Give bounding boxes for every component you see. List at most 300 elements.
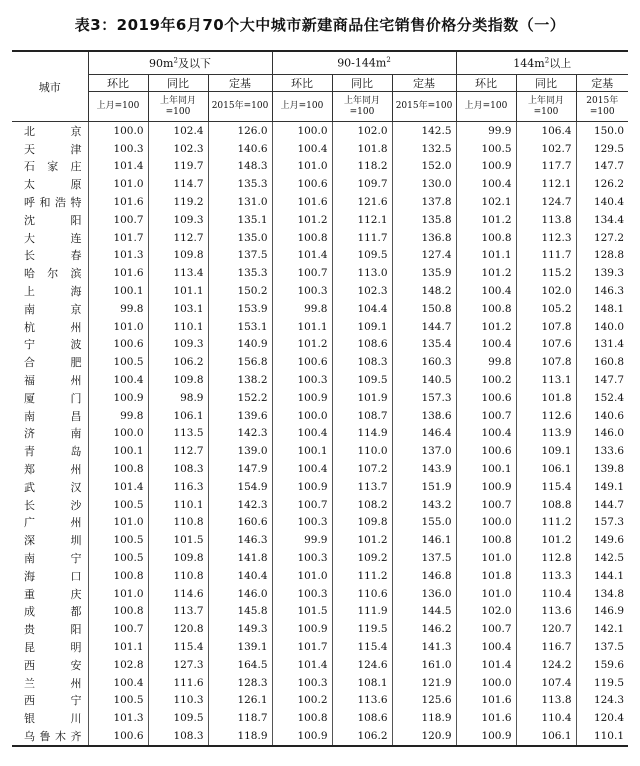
index-value: 108.1 [332,674,392,692]
index-value: 102.0 [456,603,516,621]
index-value: 100.5 [88,496,148,514]
table-row [12,531,628,549]
index-value: 99.8 [88,300,148,318]
index-value: 101.5 [272,603,332,621]
index-value: 100.3 [88,140,148,158]
index-value: 140.9 [208,336,272,354]
index-value: 101.6 [88,264,148,282]
mom-header: 环比 [272,75,332,92]
index-value: 138.2 [208,371,272,389]
city-name: 海口 [12,567,88,585]
index-value: 107.8 [516,353,576,371]
index-value: 134.4 [576,211,628,229]
index-value: 140.6 [576,407,628,425]
city-name: 北京 [12,122,88,140]
city-name: 沈阳 [12,211,88,229]
index-value: 100.5 [88,353,148,371]
index-value: 139.8 [576,460,628,478]
index-value: 113.1 [516,371,576,389]
table-row [12,389,628,407]
city-name: 深圳 [12,531,88,549]
city-name: 合肥 [12,353,88,371]
index-value: 113.4 [148,264,208,282]
index-value: 102.3 [148,140,208,158]
index-value: 101.0 [272,567,332,585]
index-value: 103.1 [148,300,208,318]
index-value: 111.9 [332,603,392,621]
index-value: 100.0 [88,425,148,443]
index-value: 146.1 [392,531,456,549]
index-value: 119.5 [576,674,628,692]
table-row [12,247,628,265]
index-value: 110.8 [148,567,208,585]
table-row [12,158,628,176]
index-value: 142.3 [208,496,272,514]
index-value: 113.8 [516,692,576,710]
fixed-base: 2015年=100 [208,92,272,122]
index-value: 152.0 [392,158,456,176]
index-value: 127.3 [148,656,208,674]
index-value: 110.6 [332,585,392,603]
index-value: 100.6 [456,389,516,407]
index-value: 109.8 [332,514,392,532]
index-value: 160.6 [208,514,272,532]
index-value: 98.9 [148,389,208,407]
index-value: 101.1 [272,318,332,336]
index-value: 100.8 [456,300,516,318]
index-value: 160.8 [576,353,628,371]
index-value: 100.3 [272,514,332,532]
index-value: 106.4 [516,122,576,140]
yoy-base: 上年同月=100 [516,92,576,122]
index-value: 108.7 [332,407,392,425]
index-value: 146.0 [208,585,272,603]
index-value: 120.7 [516,620,576,638]
index-value: 100.5 [456,140,516,158]
city-name: 长春 [12,247,88,265]
table-row [12,407,628,425]
index-value: 107.8 [516,318,576,336]
table-body [12,122,628,746]
index-value: 118.9 [208,727,272,746]
index-value: 118.9 [392,709,456,727]
group-header-medium: $90-144m^2$ [272,51,456,75]
index-value: 160.3 [392,353,456,371]
index-value: 149.6 [576,531,628,549]
city-name: 宁波 [12,336,88,354]
city-name: 上海 [12,282,88,300]
index-value: 137.5 [208,247,272,265]
index-value: 101.0 [272,158,332,176]
index-value: 110.4 [516,709,576,727]
index-value: 100.9 [272,478,332,496]
index-value: 113.7 [148,603,208,621]
index-value: 107.6 [516,336,576,354]
index-value: 135.4 [392,336,456,354]
city-name: 广州 [12,514,88,532]
index-value: 106.2 [332,727,392,746]
table-row [12,282,628,300]
index-value: 100.9 [88,389,148,407]
index-value: 100.4 [456,638,516,656]
table-row [12,585,628,603]
index-value: 142.1 [576,620,628,638]
index-value: 100.8 [272,229,332,247]
fixed-base-header: 定基 [576,75,628,92]
index-value: 101.2 [332,531,392,549]
index-value: 115.2 [516,264,576,282]
index-value: 100.0 [456,674,516,692]
table-row [12,318,628,336]
index-value: 101.8 [332,140,392,158]
city-name: 西安 [12,656,88,674]
index-value: 105.2 [516,300,576,318]
index-value: 100.9 [272,389,332,407]
index-value: 106.1 [516,727,576,746]
index-value: 100.4 [272,425,332,443]
index-value: 100.7 [456,496,516,514]
index-value: 102.0 [332,122,392,140]
index-value: 100.3 [272,549,332,567]
index-value: 111.2 [516,514,576,532]
index-value: 100.3 [272,282,332,300]
yoy-header: 同比 [516,75,576,92]
index-value: 106.1 [148,407,208,425]
index-value: 101.7 [88,229,148,247]
index-value: 110.1 [148,496,208,514]
index-value: 137.5 [392,549,456,567]
index-value: 100.8 [88,567,148,585]
mom-base: 上月=100 [456,92,516,122]
index-value: 109.8 [148,549,208,567]
index-value: 112.1 [516,175,576,193]
index-value: 155.0 [392,514,456,532]
city-name: 重庆 [12,585,88,603]
mom-header: 环比 [88,75,148,92]
index-value: 136.0 [392,585,456,603]
index-value: 113.3 [516,567,576,585]
index-value: 113.5 [148,425,208,443]
index-value: 100.4 [272,460,332,478]
index-value: 101.4 [272,656,332,674]
index-value: 118.7 [208,709,272,727]
index-value: 101.4 [88,158,148,176]
index-value: 135.9 [392,264,456,282]
index-value: 110.4 [516,585,576,603]
index-value: 100.0 [272,122,332,140]
table-row [12,353,628,371]
index-value: 159.6 [576,656,628,674]
table-row [12,211,628,229]
yoy-base: 上年同月=100 [148,92,208,122]
index-value: 137.0 [392,442,456,460]
city-name: 郑州 [12,460,88,478]
index-value: 101.4 [272,247,332,265]
index-value: 109.3 [148,336,208,354]
city-name: 南京 [12,300,88,318]
index-value: 100.5 [88,531,148,549]
table-row [12,193,628,211]
yoy-base: 上年同月=100 [332,92,392,122]
table-row [12,496,628,514]
index-value: 101.1 [88,638,148,656]
index-value: 150.0 [576,122,628,140]
index-value: 100.2 [272,692,332,710]
index-value: 100.7 [456,620,516,638]
header-row-types [12,75,628,92]
index-value: 125.6 [392,692,456,710]
index-value: 100.4 [88,674,148,692]
index-value: 116.7 [516,638,576,656]
index-value: 137.5 [576,638,628,656]
index-value: 109.3 [148,211,208,229]
index-value: 101.0 [88,585,148,603]
index-value: 142.3 [208,425,272,443]
table-header [12,51,628,122]
fixed-base: 2015年=100 [576,92,628,122]
city-name: 济南 [12,425,88,443]
index-value: 164.5 [208,656,272,674]
index-value: 101.6 [456,692,516,710]
index-value: 100.8 [88,460,148,478]
mom-base: 上月=100 [272,92,332,122]
city-name: 西宁 [12,692,88,710]
city-name: 贵阳 [12,620,88,638]
index-value: 146.9 [576,603,628,621]
city-name: 天津 [12,140,88,158]
index-value: 101.1 [456,247,516,265]
index-value: 101.2 [456,211,516,229]
index-value: 112.7 [148,229,208,247]
index-value: 100.8 [272,709,332,727]
index-value: 100.4 [456,425,516,443]
index-value: 100.0 [456,514,516,532]
table-row [12,514,628,532]
index-value: 150.8 [392,300,456,318]
index-value: 101.7 [272,638,332,656]
index-value: 115.4 [148,638,208,656]
index-value: 100.1 [272,442,332,460]
index-value: 100.7 [272,496,332,514]
city-name: 哈尔滨 [12,264,88,282]
index-value: 109.5 [332,371,392,389]
index-value: 109.7 [332,175,392,193]
index-value: 100.4 [272,140,332,158]
index-value: 110.8 [148,514,208,532]
index-value: 101.6 [456,709,516,727]
index-value: 140.4 [208,567,272,585]
index-value: 101.5 [148,531,208,549]
city-name: 呼和浩特 [12,193,88,211]
index-value: 107.2 [332,460,392,478]
index-value: 147.7 [576,158,628,176]
index-value: 151.9 [392,478,456,496]
index-value: 152.4 [576,389,628,407]
index-value: 100.0 [88,122,148,140]
city-name: 兰州 [12,674,88,692]
index-value: 140.5 [392,371,456,389]
index-value: 126.1 [208,692,272,710]
index-value: 108.6 [332,709,392,727]
index-value: 142.5 [576,549,628,567]
index-value: 147.9 [208,460,272,478]
index-value: 110.1 [148,318,208,336]
group-header-large: $144m^2$以上 [456,51,628,75]
index-value: 139.3 [576,264,628,282]
table-row [12,638,628,656]
index-value: 102.7 [516,140,576,158]
table-row [12,300,628,318]
header-row-groups [12,51,628,75]
index-value: 157.3 [392,389,456,407]
city-name: 杭州 [12,318,88,336]
table-row [12,229,628,247]
index-value: 148.1 [576,300,628,318]
index-value: 108.8 [516,496,576,514]
table-row [12,264,628,282]
table-row [12,620,628,638]
index-value: 144.5 [392,603,456,621]
index-value: 114.9 [332,425,392,443]
table-row [12,460,628,478]
index-value: 135.8 [392,211,456,229]
index-value: 113.9 [516,425,576,443]
header-row-bases [12,92,628,122]
index-value: 147.7 [576,371,628,389]
index-value: 130.0 [392,175,456,193]
index-value: 100.7 [272,264,332,282]
index-value: 99.8 [456,353,516,371]
index-value: 157.3 [576,514,628,532]
index-value: 135.3 [208,175,272,193]
index-value: 142.5 [392,122,456,140]
city-name: 成都 [12,603,88,621]
index-value: 100.4 [456,336,516,354]
index-value: 119.7 [148,158,208,176]
index-value: 112.8 [516,549,576,567]
yoy-header: 同比 [148,75,208,92]
index-value: 110.3 [148,692,208,710]
index-value: 112.6 [516,407,576,425]
index-value: 115.4 [516,478,576,496]
index-value: 100.6 [88,336,148,354]
index-value: 100.9 [456,158,516,176]
index-value: 118.2 [332,158,392,176]
index-value: 135.0 [208,229,272,247]
index-value: 101.2 [272,336,332,354]
index-value: 127.2 [576,229,628,247]
index-value: 121.6 [332,193,392,211]
index-value: 100.8 [88,603,148,621]
index-value: 108.3 [332,353,392,371]
index-value: 109.8 [148,371,208,389]
index-value: 140.6 [208,140,272,158]
city-name: 南宁 [12,549,88,567]
index-value: 101.0 [456,549,516,567]
index-value: 102.8 [88,656,148,674]
index-value: 124.7 [516,193,576,211]
index-value: 140.0 [576,318,628,336]
index-value: 120.9 [392,727,456,746]
index-value: 117.7 [516,158,576,176]
index-value: 146.3 [576,282,628,300]
index-value: 99.9 [272,531,332,549]
index-value: 100.4 [456,175,516,193]
table-row [12,727,628,746]
index-value: 100.4 [88,371,148,389]
yoy-header: 同比 [332,75,392,92]
index-value: 101.0 [88,318,148,336]
group-header-small: $90m^2$及以下 [88,51,272,75]
index-value: 109.8 [148,247,208,265]
index-value: 101.6 [272,193,332,211]
index-value: 101.8 [456,567,516,585]
city-name: 长沙 [12,496,88,514]
index-value: 109.5 [148,709,208,727]
index-value: 144.7 [392,318,456,336]
index-value: 120.8 [148,620,208,638]
index-value: 148.2 [392,282,456,300]
index-value: 144.7 [576,496,628,514]
index-value: 131.4 [576,336,628,354]
index-value: 101.3 [88,709,148,727]
index-value: 101.0 [88,514,148,532]
city-name: 福州 [12,371,88,389]
index-value: 120.4 [576,709,628,727]
index-value: 100.4 [456,282,516,300]
city-column-header: 城市 [12,51,88,122]
index-value: 106.1 [516,460,576,478]
table-row [12,140,628,158]
index-value: 131.0 [208,193,272,211]
index-value: 116.3 [148,478,208,496]
index-value: 113.8 [516,211,576,229]
index-value: 101.9 [332,389,392,407]
table-title: 表3：2019年6月70个大中城市新建商品住宅销售价格分类指数（一） [74,16,566,34]
index-value: 152.2 [208,389,272,407]
index-value: 102.4 [148,122,208,140]
city-name: 太原 [12,175,88,193]
index-value: 112.7 [148,442,208,460]
index-value: 139.6 [208,407,272,425]
index-value: 136.8 [392,229,456,247]
price-index-table [12,50,628,747]
index-value: 101.6 [88,193,148,211]
city-name: 乌鲁木齐 [12,727,88,746]
index-value: 156.8 [208,353,272,371]
index-value: 139.1 [208,638,272,656]
index-value: 154.9 [208,478,272,496]
table-row [12,175,628,193]
index-value: 100.0 [272,407,332,425]
index-value: 101.0 [88,175,148,193]
index-value: 148.3 [208,158,272,176]
table-row [12,674,628,692]
index-value: 109.5 [332,247,392,265]
index-value: 101.3 [88,247,148,265]
table-row [12,603,628,621]
index-value: 124.2 [516,656,576,674]
table-row [12,425,628,443]
index-value: 150.2 [208,282,272,300]
index-value: 100.7 [456,407,516,425]
index-value: 108.6 [332,336,392,354]
index-value: 146.0 [576,425,628,443]
index-value: 106.2 [148,353,208,371]
table-row [12,656,628,674]
index-value: 110.0 [332,442,392,460]
index-value: 119.5 [332,620,392,638]
